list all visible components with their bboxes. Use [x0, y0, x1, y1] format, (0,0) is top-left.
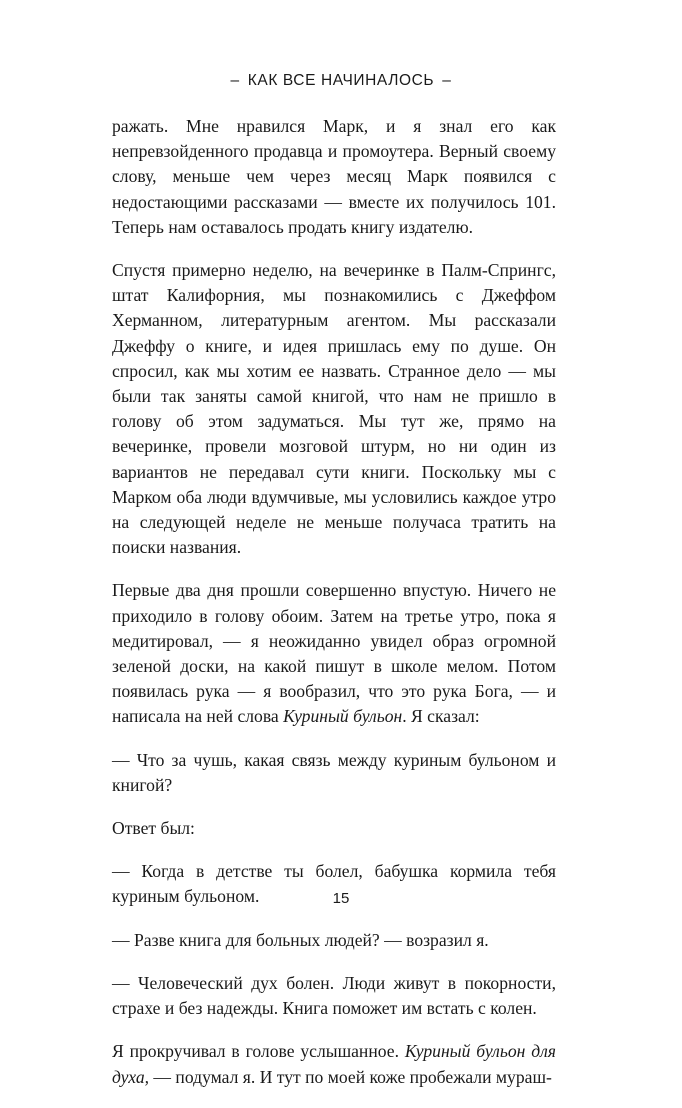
- paragraph-6: — Когда в детстве ты болел, бабушка кормила тебя куриным бульоном.: [112, 861, 556, 907]
- header-dash-left: –: [230, 72, 240, 89]
- paragraph-7: — Разве книга для больных людей? — возразил я.: [112, 929, 489, 950]
- paragraph-3-text-a: Первые два дня прошли совершенно впустую. Ничего не приходило в голову обоим. Затем на третье утро, пока я медитировал, — я неожиданно увидел образ огромной зеленой доски, на какой пишут в школе мелом. Потом появилась рука — я вообразил, что это рука Бога, — и написала на ней слова: [112, 580, 556, 727]
- header-dash-right: –: [442, 72, 452, 89]
- paragraph-2: Спустя примерно неделю, на вечеринке в Палм-Спрингс, штат Калифорния, мы познакомились с Джеффом Херманном, литературным агентом. Мы рассказали Джеффу о книге, и идея пришлась ему по душе. Он спросил, как мы хотим ее назвать. Странное дело — мы были так заняты самой книгой, что нам не пришло в голову об этом задуматься. Мы тут же, прямо на вечеринке, провели мозговой штурм, но ни один из вариантов не передавал сути книги. Поскольку мы с Марком оба люди вдумчивые, мы условились каждое утро на следующей неделе не меньше получаса тратить на поиски названия.: [112, 260, 556, 558]
- paragraph-9-text-a: Я прокручивал в голове услышанное.: [112, 1041, 405, 1062]
- paragraph-3-text-b: . Я сказал:: [402, 706, 480, 727]
- paragraph-9-italic: Куриный бульон для духа,: [112, 1041, 556, 1087]
- body-text: [112, 114, 556, 1108]
- paragraph-4: — Что за чушь, какая связь между куриным бульоном и книгой?: [112, 749, 556, 795]
- paragraph-5: Ответ был:: [112, 818, 195, 839]
- page-number: 15: [332, 890, 350, 907]
- paragraph-3: [112, 578, 556, 729]
- paragraph-1: ражать. Мне нравился Марк, и я знал его как непревзойденного продавца и промоутера. Верный своему слову, меньше чем через месяц Марк появился с недостающими рассказами — вместе их получилось 101. Теперь нам оставалось продать книгу издателю.: [112, 116, 556, 237]
- paragraph-9-text-b: — подумал я. И тут по моей коже пробежали мураш-: [149, 1066, 552, 1087]
- paragraph-8: — Человеческий дух болен. Люди живут в покорности, страхе и без надежды. Книга поможет им встать с колен.: [112, 972, 556, 1019]
- chapter-title: КАК ВСЕ НАЧИНАЛОСЬ: [247, 72, 435, 89]
- paragraph-3-italic: Куриный бульон: [283, 706, 403, 727]
- paragraph-9: [112, 1039, 556, 1089]
- running-header: [0, 72, 682, 90]
